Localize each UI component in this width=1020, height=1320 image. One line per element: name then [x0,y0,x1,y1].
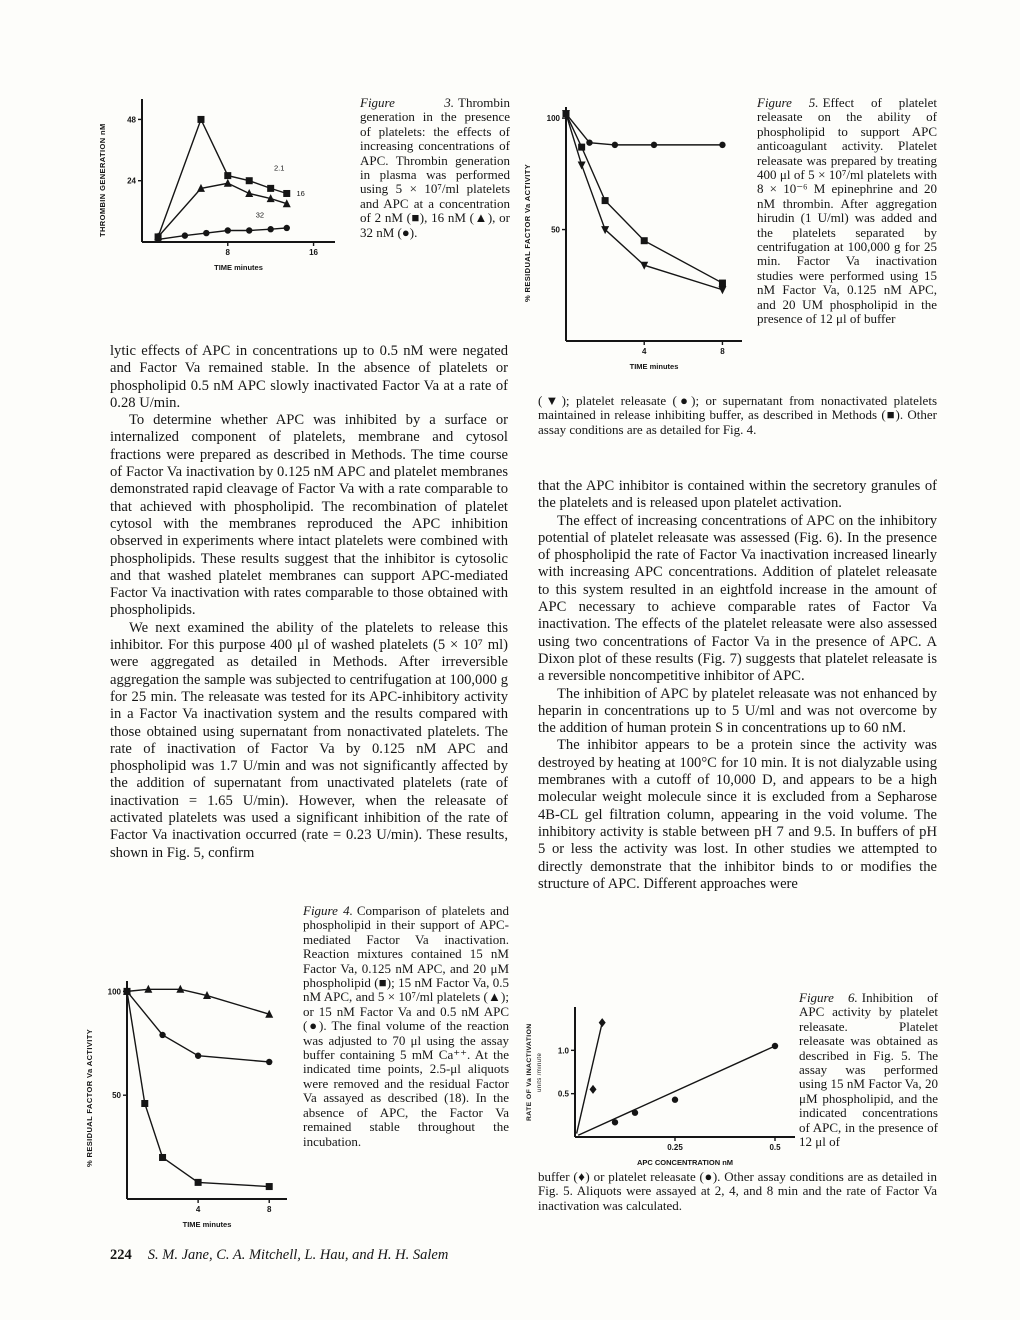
svg-text:0.5: 0.5 [557,1089,569,1099]
svg-text:TIME minutes: TIME minutes [182,1220,232,1229]
svg-text:APC CONCENTRATION nM: APC CONCENTRATION nM [636,1158,734,1167]
svg-text:0.5: 0.5 [769,1143,781,1152]
svg-text:4: 4 [641,347,647,356]
figure6-y-axis-sublabel: units /minute [537,1052,543,1092]
svg-text:8: 8 [720,347,725,356]
running-authors: S. M. Jane, C. A. Mitchell, L. Hau, and H. H. Salem [147,1247,449,1263]
svg-text:50: 50 [112,1091,121,1101]
svg-text:8: 8 [266,1205,272,1214]
figure4-caption-label: Figure 4. [303,903,353,918]
figure6-caption-text: Inhibition of APC activity by platelet releasate. Platelet releasate was obtained as described in Fig. 5. The assay was performed using 15 nM Factor Va, 20 μM phospholipid, and the indicated concentrations of APC, in the presence of 12 μl of [799,990,939,1150]
figure5-caption [757,96,937,327]
svg-text:8: 8 [225,248,231,257]
svg-text:24: 24 [127,176,136,186]
svg-text:50: 50 [551,225,560,235]
svg-text:16: 16 [296,189,305,199]
body-paragraph: We next examined the ability of the platelets to release this inhibitor. For this purpose 400 μl of washed platelets (5 × 10⁷ ml) were aggregated as detailed in Methods. After irreversible aggregation the sample was subjected to centrifugation at 100,000 g for 25 min. The releasate was tested for its APC-inhibitory activity in a Factor Va inactivation system and the results compared with those obtained using supernatant from nonactivated platelets. The rate of inactivation of Factor Va by 0.125 nM APC and phospholipid was 1.7 U/min and was not significantly affected by the addition of supernatant from unactivated platelets (rate of inactivation = 1.65 U/min). However, when the releasate of activated platelets was used a significant inhibition of the rate of Factor Va inactivation occurred (rate = 0.23 U/min). These results, shown in Fig. 5, confirm [110,619,508,861]
figure4-chart [99,972,301,1232]
svg-text:4: 4 [195,1205,201,1214]
svg-text:16: 16 [309,248,319,257]
figure3-caption-text: Thrombin generation in the presence of platelets: the effects of increasing concentrations of APC. Thrombin generation in plasma was performed using 5 × 10⁷/ml platelets and APC at a concentration of 2 nM (■), 16 nM (▲), or 32 nM (●). [360,95,510,240]
body-paragraph: To determine whether APC was inhibited by a surface or internalized component of platelets, membrane and cytosol fractions were prepared as described in Methods. The time course of Factor Va inactivation by 0.125 nM APC and platelet membranes demonstrated rapid cleavage of Factor Va with a rate comparable to that achieved with phospholipid. The recombination of platelet cytosol with the membranes reproduced the APC inhibition observed in experiments where intact platelets were combined with phospholipids. These results suggest that the inhibitor is cytosolic and that washed platelet membranes can support APC-mediated Factor Va inactivation with rates comparable to those obtained with phospholipids. [110,412,508,619]
svg-text:100: 100 [107,987,121,997]
left-column [110,343,508,862]
body-paragraph: The inhibition of APC by platelet releasate was not enhanced by heparin in concentrations up to 5 U/ml and was not overcome by the addition of human protein S in concentrations up to 60 nM. [538,685,937,737]
svg-text:TIME minutes: TIME minutes [629,362,679,371]
body-paragraph: The effect of increasing concentrations of APC on the inhibitory potential of platelet releasate was assessed (Fig. 6). In the presence of phospholipid the rate of Factor Va inactivation increased linearly with increasing APC concentrations. Addition of platelet releasate to this system resulted in an eightfold increase in the amount of APC necessary to achieve comparable rates of Factor Va inactivation. The effects of the platelet releasate were also assessed using two concentrations of Factor Va in the presence of APC. A Dixon plot of these results (Fig. 7) suggests that platelet releasate is a reversible noncompetitive inhibitor of APC. [538,512,937,685]
svg-text:TIME minutes: TIME minutes [214,263,263,272]
figure5-caption-continuation: (▼); platelet releasate (●); or supernatant from nonactivated platelets maintained in release inhibiting buffer, as described in Methods (■). Other assay conditions are as detailed for Fig. 4. [538,393,937,437]
figure3-y-axis-label: THROMBIN GENERATION nM [98,123,107,237]
svg-text:100: 100 [546,114,560,124]
figure4-caption [303,904,509,1149]
figure6-y-axis-label: RATE OF Va INACTIVATION [526,1023,533,1121]
figure6-caption-label: Figure 6. [799,990,858,1005]
svg-text:1.0: 1.0 [557,1046,569,1056]
figure3-caption [360,96,510,240]
figure4-y-axis-label: % RESIDUAL FACTOR Va ACTIVITY [85,1028,94,1168]
figure5-chart [538,98,756,374]
figure6-caption [799,991,938,1149]
figure5-y-axis-label: % RESIDUAL FACTOR Va ACTIVITY [523,163,532,303]
svg-text:2.1: 2.1 [274,163,285,173]
figure4-caption-text: Comparison of platelets and phospholipid in their support of APC-mediated Factor Va inactivation. Reaction mixtures contained 15 nM Factor Va, 0.125 nM APC, and 20 μM phospholipid (■); 15 nM Factor Va, 0.5 nM APC, and 5 × 10⁷/ml platelets (▲); or 15 nM Factor Va and 0.5 nM APC (●). The final volume of the reaction was adjusted to 70 μl using the assay buffer containing 5 mM Ca⁺⁺. At the indicated time points, 2.5-μl aliquots were removed and the residual Factor Va assayed as described (18). In the absence of APC, the Factor Va remained stable throughout the incubation. [303,903,509,1149]
svg-text:48: 48 [127,115,136,125]
body-paragraph: that the APC inhibitor is contained within the secretory granules of the platelets and is released upon platelet activation. [538,478,937,512]
right-column [538,478,937,893]
body-paragraph: The inhibitor appears to be a protein since the activity was destroyed by heating at 100°C for 10 min. It is not dialyzable using membranes with a cutoff of 10,000 D, and appears to be a high molecular weight molecule since it is excluded from a Sepharose 4B-CL gel filtration column, appearing in the void volume. The inhibitory activity is stable between pH 7 and 9.5. In buffers of pH 5 or less the activity was lost. In other studies we attempted to directly demonstrate that the inhibitor binds to or modifies the structure of APC. Different approaches were [538,737,937,892]
svg-text:32: 32 [255,210,265,220]
figure3-chart [114,90,349,275]
figure6-caption-continuation: buffer (♦) or platelet releasate (●). Other assay conditions are as detailed in Fig. 5. Aliquots were assayed at 2, 4, and 8 min and the rate of Factor Va inactivation was calculated. [538,1169,937,1213]
figure5-caption-text: Effect of platelet releasate on the ability of phospholipid to support APC anticoagulant activity. Platelet releasate was prepared by treating 400 μl of 5 × 10⁷/ml platelets with 8 × 10⁻⁶ M epinephrine and 20 nM thrombin. After aggregation hirudin (1 U/ml) was added and the platelets separated by centrifugation at 100,000 g for 25 min. Factor Va inactivation studies were performed using 15 nM Factor Va, 0.125 nM APC, and 20 UM phospholipid in the presence of 12 μl of buffer [757,95,937,327]
figure5-caption-label: Figure 5. [757,95,819,110]
figure3-caption-label: Figure 3. [360,95,454,110]
page-number: 224 [110,1247,132,1263]
figure6-chart [547,998,809,1170]
svg-text:0.25: 0.25 [667,1143,683,1152]
page-footer [110,1247,448,1264]
body-paragraph: lytic effects of APC in concentrations up to 0.5 nM were negated and Factor Va remained stable. In the absence of platelets or phospholipid 0.5 nM APC slowly inactivated Factor Va at a rate of 0.28 U/min. [110,343,508,411]
